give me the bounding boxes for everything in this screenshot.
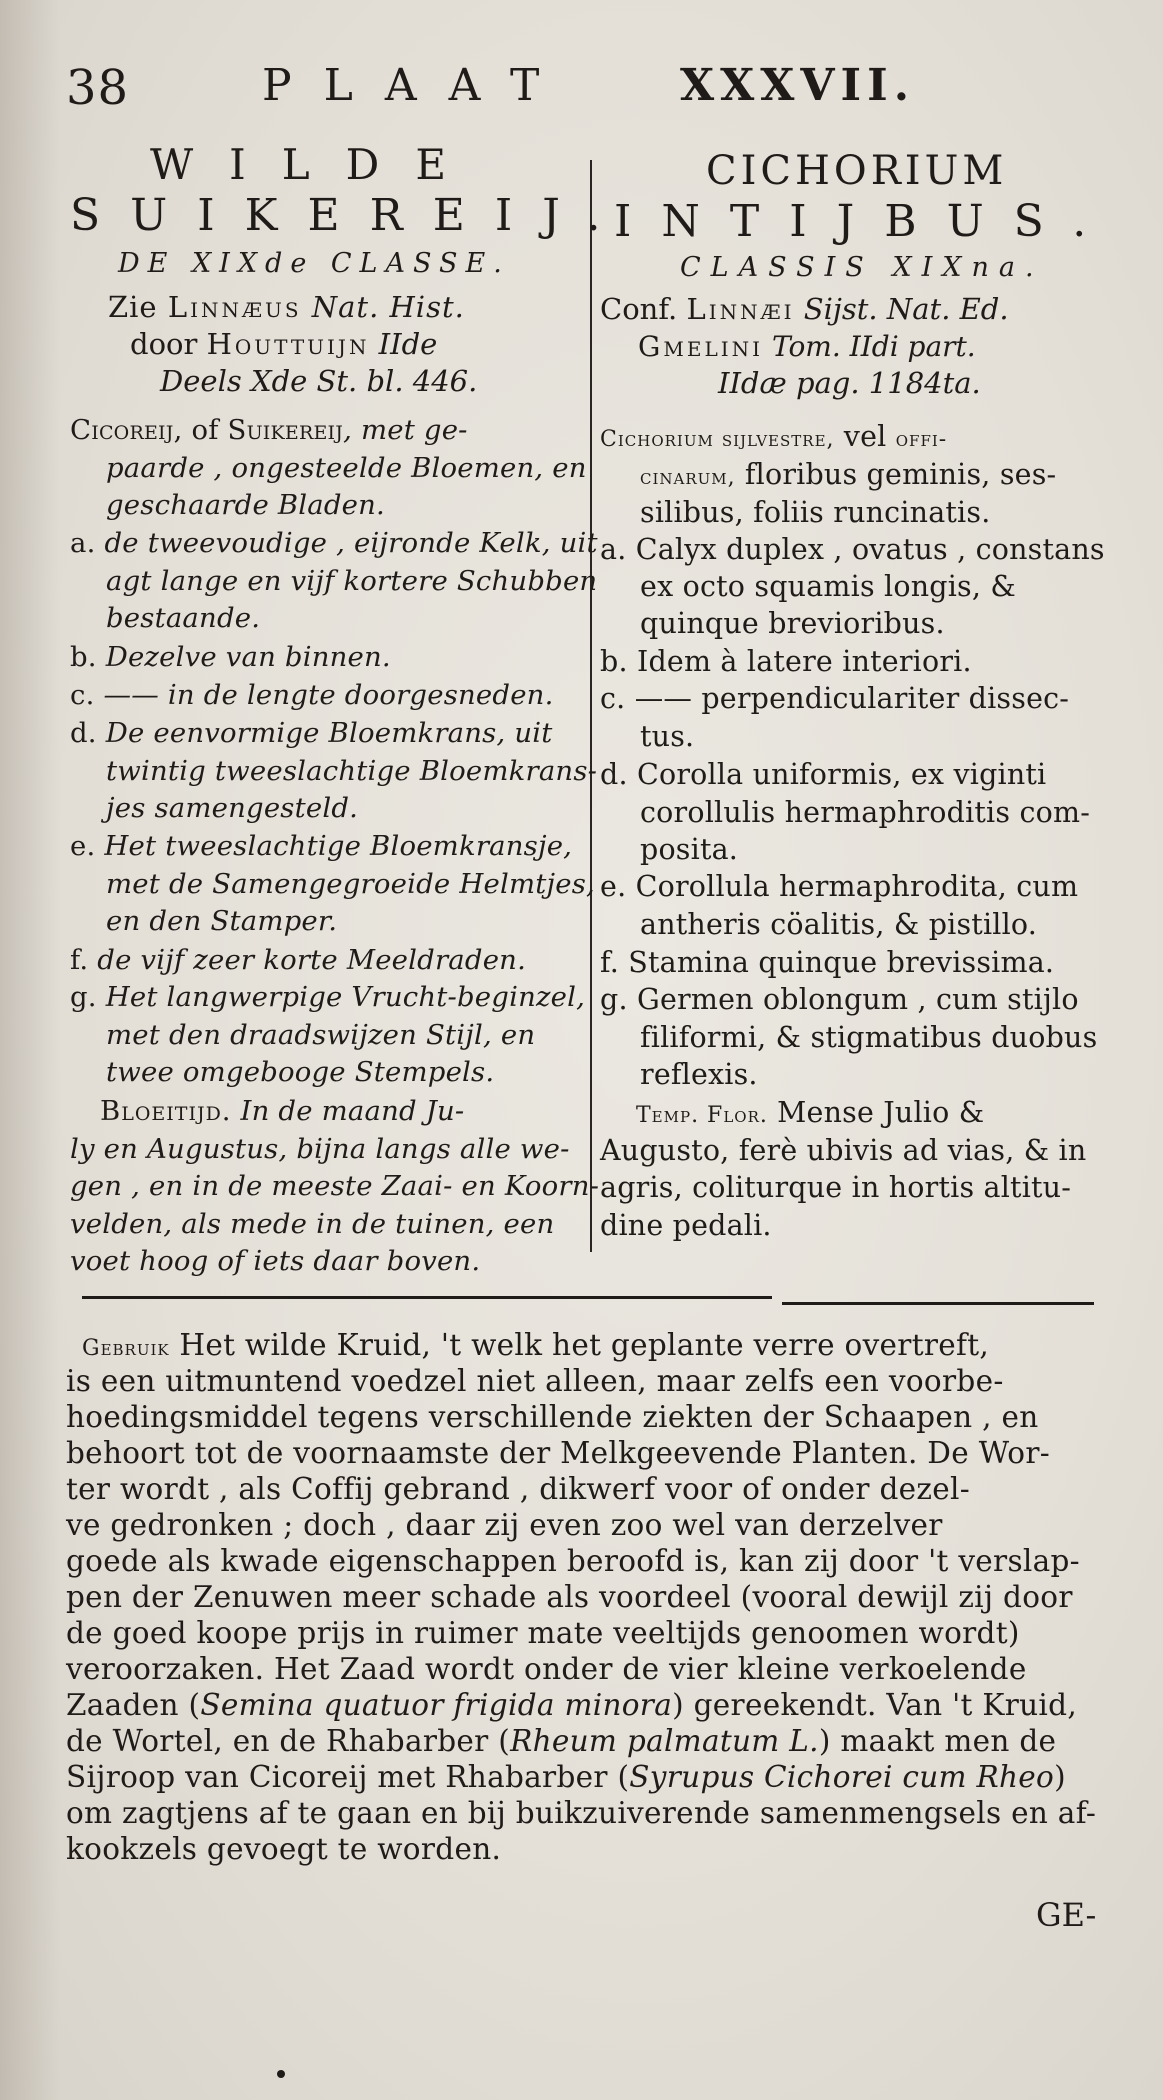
item-text: Dezelve van binnen.	[105, 641, 391, 673]
dutch-bloeitijd-line1	[100, 1095, 464, 1127]
ref-author: Linnæus	[167, 290, 302, 324]
dutch-item-a-line2: agt lange en vijf kortere Schubben	[106, 565, 598, 597]
ref-author: Gmelini	[638, 330, 764, 363]
item-text: Germen oblongum , cum stijlo	[636, 983, 1079, 1016]
gebruik-line3: hoedingsmiddel tegens verschillende ziekten der Schaapen , en	[66, 1400, 1039, 1434]
dutch-item-d	[70, 717, 553, 749]
section-rule-right	[782, 1302, 1094, 1305]
latin-reference-line3: IIdæ pag. 1184ta.	[718, 366, 981, 400]
item-text: Het langwerpige Vrucht-beginzel,	[105, 981, 586, 1013]
latin-item-b	[600, 645, 972, 678]
item-text: —— in de lengte doorgesneden.	[103, 679, 554, 711]
item-letter: e.	[600, 870, 627, 903]
latin-italic: Semina quatuor frigida minora	[200, 1688, 673, 1722]
latin-item-e-line2: antheris cöalitis, & pistillo.	[640, 908, 1038, 941]
gebruik-line15: kookzels gevoegt te worden.	[66, 1832, 502, 1866]
latin-item-c-line2: tus.	[640, 720, 695, 753]
gebruik-line5: ter wordt , als Coffij gebrand , dikwerf voor of onder dezel-	[66, 1472, 971, 1506]
section-rule-left	[82, 1296, 772, 1299]
latin-intro-line2	[640, 458, 1056, 491]
dutch-intro-line1	[70, 414, 468, 446]
temp-text: Mense Julio &	[777, 1096, 985, 1129]
bloeitijd-text: In de maand Ju-	[240, 1095, 465, 1127]
gebruik-line12	[66, 1724, 1056, 1758]
plant-name: Cicoreij	[70, 414, 174, 446]
dutch-bloeitijd-line4: velden, als mede in de tuinen, een	[70, 1208, 555, 1240]
item-text: Corollula hermaphrodita, cum	[635, 870, 1079, 903]
item-text: Idem à latere interiori.	[636, 645, 972, 678]
ref-prefix: Conf.	[600, 292, 678, 326]
latin-title-line1: CICHORIUM	[706, 148, 1008, 194]
catchword: GE-	[1036, 1896, 1097, 1934]
gebruik-label: Gebruik	[82, 1336, 170, 1361]
gebruik-line13	[66, 1760, 1066, 1794]
item-letter: f.	[70, 944, 89, 976]
latin-classis: CLASSIS XIXna.	[680, 252, 1044, 283]
dutch-item-a-line3: bestaande.	[106, 602, 261, 634]
plant-name: Suikereij	[227, 414, 344, 446]
item-letter: e.	[70, 830, 96, 862]
item-text: Stamina quinque brevissima.	[628, 946, 1055, 979]
latin-title-line2: INTIJBUS.	[614, 196, 1117, 247]
gebruik-line7: goede als kwade eigenschappen beroofd is, kan zij door 't verslap-	[66, 1544, 1080, 1578]
ref-author: Houttuijn	[206, 327, 370, 361]
dutch-item-d-line3: jes samengesteld.	[106, 792, 359, 824]
text: ) gereekendt. Van 't Kruid,	[672, 1688, 1078, 1722]
dutch-item-e-line2: met de Samengegroeide Helmtjes,	[106, 868, 595, 900]
item-text: De eenvormige Bloemkrans, uit	[105, 717, 553, 749]
latin-item-g-line2: filiformi, & stigmatibus duobus	[640, 1021, 1098, 1054]
dutch-item-e	[70, 830, 572, 862]
temp-label: Temp. Flor.	[636, 1103, 768, 1128]
dutch-reference-line1	[108, 290, 465, 324]
latin-item-g	[600, 983, 1079, 1016]
latin-temp-line3: agris, coliturque in hortis altitu-	[600, 1171, 1072, 1204]
item-letter: g.	[600, 983, 628, 1016]
item-text: Corolla uniformis, ex viginti	[636, 758, 1047, 791]
dutch-title-line2: SUIKEREIJ.	[70, 190, 631, 241]
latin-item-f	[600, 946, 1054, 979]
gebruik-line14: om zagtjens af te gaan en bij buikzuiverende samenmengsels en af-	[66, 1796, 1097, 1830]
latin-reference-line1	[600, 292, 1009, 326]
latin-name: cinarum,	[640, 465, 736, 490]
text: ) maakt men de	[818, 1724, 1057, 1758]
dutch-item-c	[70, 679, 554, 711]
latin-temp-line2: Augusto, ferè ubivis ad vias, & in	[600, 1134, 1087, 1167]
dutch-item-a	[70, 527, 598, 559]
item-text: de vijf zeer korte Meeldraden.	[97, 944, 527, 976]
bloeitijd-label: Bloeitijd.	[100, 1095, 232, 1127]
latin-item-g-line3: reflexis.	[640, 1058, 758, 1091]
latin-italic: Rheum palmatum L.	[510, 1724, 819, 1758]
latin-item-c	[600, 682, 1069, 715]
ref-work: Nat. Hist.	[311, 290, 465, 324]
latin-italic: Syrupus Cichorei cum Rheo	[629, 1760, 1055, 1794]
latin-item-e	[600, 870, 1078, 903]
joiner: , of	[173, 414, 228, 446]
ref-author: Linnæi	[686, 292, 795, 326]
gebruik-line8: pen der Zenuwen meer schade als voordeel (vooral dewijl zij door	[66, 1580, 1073, 1614]
text: de Wortel, en de Rhabarber (	[66, 1724, 511, 1758]
plate-number: XXXVII.	[680, 60, 916, 111]
item-text: de tweevoudige , eijronde Kelk, uit	[104, 527, 598, 559]
item-text: Het tweeslachtige Bloemkransje,	[104, 830, 573, 862]
ref-work: Sijst. Nat. Ed.	[803, 292, 1009, 326]
item-letter: c.	[600, 682, 626, 715]
gebruik-text: Het wilde Kruid, 't welk het geplante verre overtreft,	[179, 1328, 990, 1362]
item-letter: a.	[600, 533, 627, 566]
item-letter: a.	[70, 527, 96, 559]
item-letter: d.	[600, 758, 628, 791]
dutch-intro-line2: paarde , ongesteelde Bloemen, en	[106, 452, 587, 484]
dutch-item-d-line2: twintig tweeslachtige Bloemkrans-	[106, 755, 598, 787]
latin-intro-line3: silibus, foliis runcinatis.	[640, 496, 991, 529]
latin-item-d	[600, 758, 1046, 791]
latin-name: Cichorium sijlvestre,	[600, 427, 835, 452]
gebruik-line10: veroorzaken. Het Zaad wordt onder de vier kleine verkoelende	[66, 1652, 1027, 1686]
ref-prefix: door	[130, 327, 198, 361]
text: Sijroop van Cicoreij met Rhabarber (	[66, 1760, 630, 1794]
text: )	[1054, 1760, 1066, 1794]
dutch-item-g-line3: twee omgebooge Stempels.	[106, 1056, 495, 1088]
dutch-reference-line3: Deels Xde St. bl. 446.	[160, 364, 478, 398]
dutch-bloeitijd-line3: gen , en in de meeste Zaai- en Koorn-	[70, 1170, 600, 1202]
dutch-title-line1: WILDE	[150, 140, 482, 189]
latin-intro-line1	[600, 420, 947, 453]
ref-prefix: Zie	[108, 290, 158, 324]
intro-rest: vel	[834, 420, 887, 453]
dutch-item-e-line3: en den Stamper.	[106, 905, 338, 937]
item-letter: b.	[600, 645, 628, 678]
latin-item-d-line3: posita.	[640, 833, 739, 866]
gebruik-line11	[66, 1688, 1077, 1722]
latin-item-a-line2: ex octo squamis longis, &	[640, 570, 1016, 603]
dutch-reference-line2	[130, 327, 437, 361]
text: Zaaden (	[66, 1688, 201, 1722]
dutch-item-g	[70, 981, 585, 1013]
ink-speck	[277, 2070, 285, 2078]
item-letter: c.	[70, 679, 95, 711]
latin-item-a-line3: quinque brevioribus.	[640, 607, 945, 640]
dutch-item-g-line2: met den draadswijzen Stijl, en	[106, 1019, 536, 1051]
latin-name: offi-	[895, 427, 948, 452]
latin-item-d-line2: corollulis hermaphroditis com-	[640, 796, 1091, 829]
gebruik-line2: is een uitmuntend voedzel niet alleen, maar zelfs een voorbe-	[66, 1364, 1004, 1398]
dutch-bloeitijd-line5: voet hoog of iets daar boven.	[70, 1245, 481, 1277]
ref-part: Tom. IIdi part.	[771, 330, 976, 363]
item-letter: g.	[70, 981, 97, 1013]
item-text: Calyx duplex , ovatus , constans	[635, 533, 1105, 566]
gebruik-line1	[82, 1328, 989, 1362]
dutch-bloeitijd-line2: ly en Augustus, bijna langs alle we-	[70, 1133, 570, 1165]
gebruik-line4: behoort tot de voornaamste der Melkgeevende Planten. De Wor-	[66, 1436, 1051, 1470]
dutch-classis: DE XIXde CLASSE.	[118, 248, 510, 279]
latin-reference-line2	[638, 330, 976, 363]
item-text: —— perpendiculariter dissec-	[634, 682, 1070, 715]
spine-shadow	[0, 0, 60, 2100]
dutch-intro-line3: geschaarde Bladen.	[106, 489, 385, 521]
dutch-item-f	[70, 944, 526, 976]
latin-temp-line4: dine pedali.	[600, 1209, 772, 1242]
gebruik-line6: ve gedronken ; doch , daar zij even zoo wel van derzelver	[66, 1508, 943, 1542]
gebruik-line9: de goed koope prijs in ruimer mate veeltijds genoomen wordt)	[66, 1616, 1020, 1650]
latin-temp-line1	[636, 1096, 984, 1129]
item-letter: b.	[70, 641, 97, 673]
intro-rest: floribus geminis, ses-	[735, 458, 1057, 491]
plate-title: PLAAT	[262, 60, 572, 111]
intro-rest: , met ge-	[343, 414, 468, 446]
item-letter: f.	[600, 946, 619, 979]
page-number: 38	[66, 60, 130, 116]
latin-item-a	[600, 533, 1105, 566]
item-letter: d.	[70, 717, 97, 749]
column-divider	[590, 160, 592, 1252]
ref-part: IIde	[378, 327, 438, 361]
dutch-item-b	[70, 641, 391, 673]
